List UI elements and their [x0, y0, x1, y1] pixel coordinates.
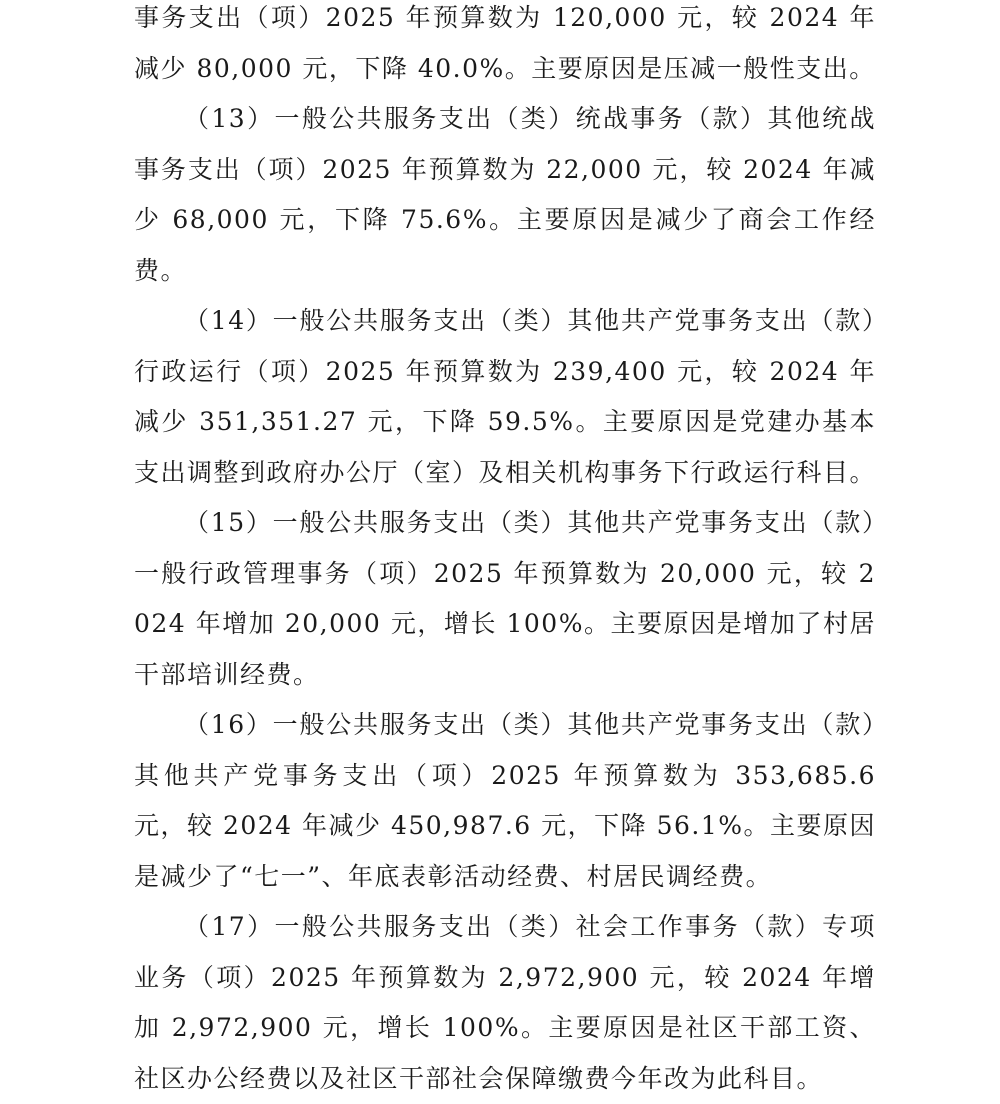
document-page: [134, 0, 877, 1093]
paragraph-16: （16）一般公共服务支出（类）其他共产党事务支出（款）其他共产党事务支出（项）2025 年预算数为 353,685.6 元，较 2024 年减少 450,987.6 元，下降 56.1%。主要原因是减少了“七一”、年底表彰活动经费、村居民调经费。: [134, 710, 877, 891]
paragraph-15: （15）一般公共服务支出（类）其他共产党事务支出（款）一般行政管理事务（项）2025 年预算数为 20,000 元，较 2024 年增加 20,000 元，增长 100%。主要原因是增加了村居干部培训经费。: [134, 508, 876, 689]
paragraph-13: （13）一般公共服务支出（类）统战事务（款）其他统战事务支出（项）2025 年预算数为 22,000 元，较 2024 年减少 68,000 元，下降 75.6%。主要原因是减少了商会工作经费。: [134, 104, 876, 285]
paragraph-14: （14）一般公共服务支出（类）其他共产党事务支出（款）行政运行（项）2025 年预算数为 239,400 元，较 2024 年减少 351,351.27 元，下降 59.5%。主要原因是党建办基本支出调整到政府办公厅（室）及相关机构事务下行政运行科目。: [134, 306, 877, 487]
paragraph-17: （17）一般公共服务支出（类）社会工作事务（款）专项业务（项）2025 年预算数为 2,972,900 元，较 2024 年增加 2,972,900 元，增长 100%。主要原因是社区干部工资、社区办公经费以及社区干部社会保障缴费今年改为此科目。: [134, 912, 876, 1093]
paragraph-12-continued: 事务支出（项）2025 年预算数为 120,000 元，较 2024 年减少 80,000 元，下降 40.0%。主要原因是压减一般性支出。: [134, 3, 876, 83]
